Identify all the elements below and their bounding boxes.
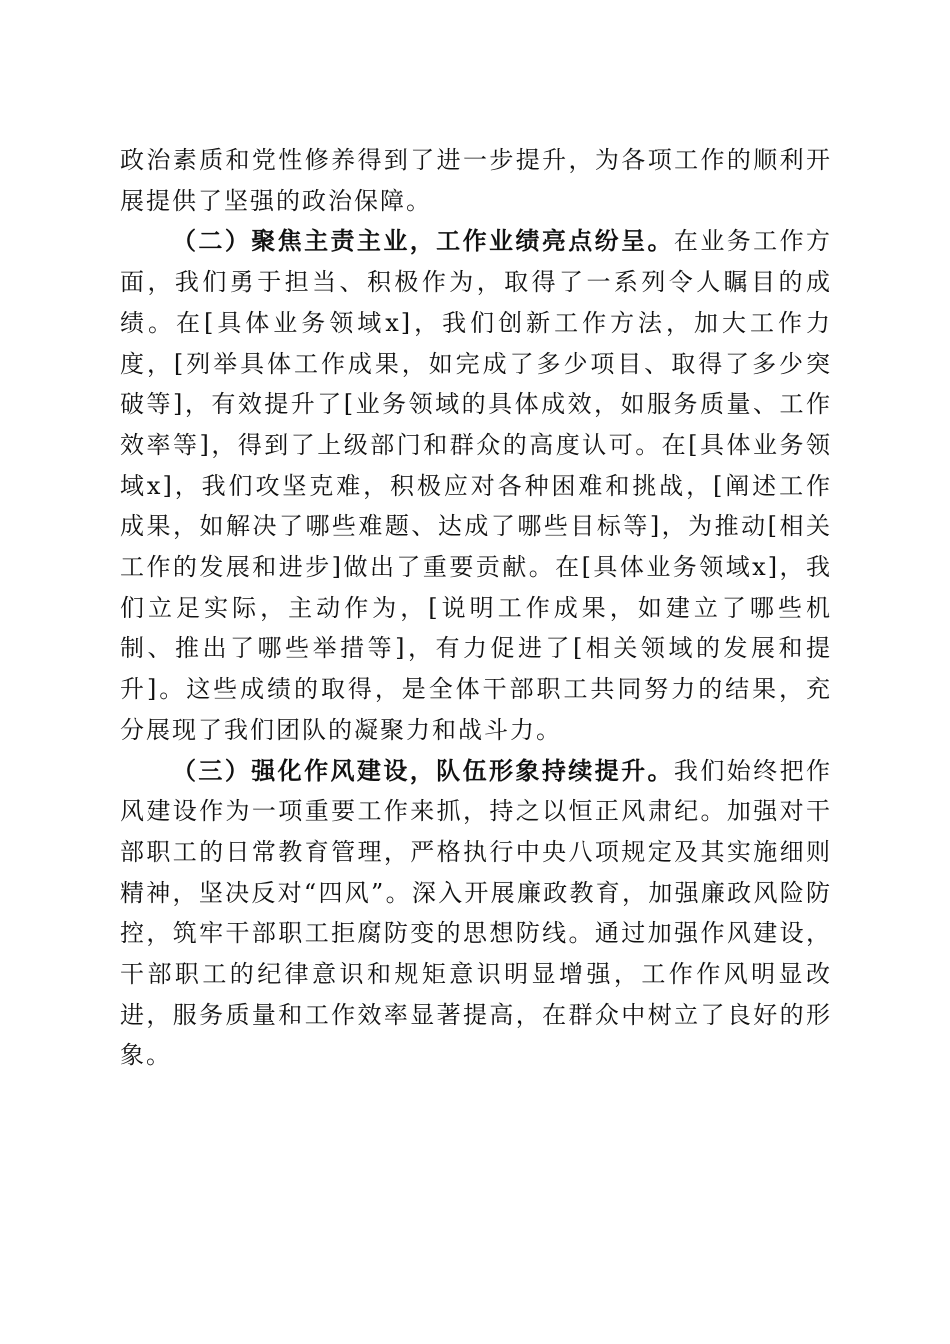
paragraph-text: 政治素质和党性修养得到了进一步提升，为各项工作的顺利开展提供了坚强的政治保障。 bbox=[120, 146, 832, 215]
paragraph-section-2 bbox=[120, 221, 832, 750]
paragraph-text: 我们始终把作风建设作为一项重要工作来抓，持之以恒正风肃纪。加强对干部职工的日常教育管理，严格执行中央八项规定及其实施细则精神，坚决反对“四风”。深入开展廉政教育，加强廉政风险防控，筑牢干部职工拒腐防变的思想防线。通过加强作风建设，干部职工的纪律意识和规矩意识明显增强，工作作风明显改进，服务质量和工作效率显著提高，在群众中树立了良好的形象。 bbox=[120, 756, 833, 1070]
section-heading: （三）强化作风建设，队伍形象持续提升。 bbox=[172, 755, 674, 785]
document-body bbox=[120, 140, 832, 1076]
paragraph-section-3 bbox=[120, 751, 832, 1077]
paragraph-text: 在业务工作方面，我们勇于担当、积极作为，取得了一系列令人瞩目的成绩。在[具体业务领域x]，我们创新工作方法，加大工作力度，[列举具体工作成果，如完成了多少项目、取得了多少突破等]，有效提升了[业务领域的具体成效，如服务质量、工作效率等]，得到了上级部门和群众的高度认可。在[具体业务领域x]，我们攻坚克难，积极应对各种困难和挑战，[阐述工作成果，如解决了哪些难题、达成了哪些目标等]，为推动[相关工作的发展和进步]做出了重要贡献。在[具体业务领域x]，我们立足实际，主动作为，[说明工作成果，如建立了哪些机制、推出了哪些举措等]，有力促进了[相关领域的发展和提升]。这些成绩的取得，是全体干部职工共同努力的结果，充分展现了我们团队的凝聚力和战斗力。 bbox=[120, 227, 833, 744]
section-heading: （二）聚焦主责主业，工作业绩亮点纷呈。 bbox=[172, 226, 674, 256]
paragraph-continuation bbox=[120, 140, 832, 221]
